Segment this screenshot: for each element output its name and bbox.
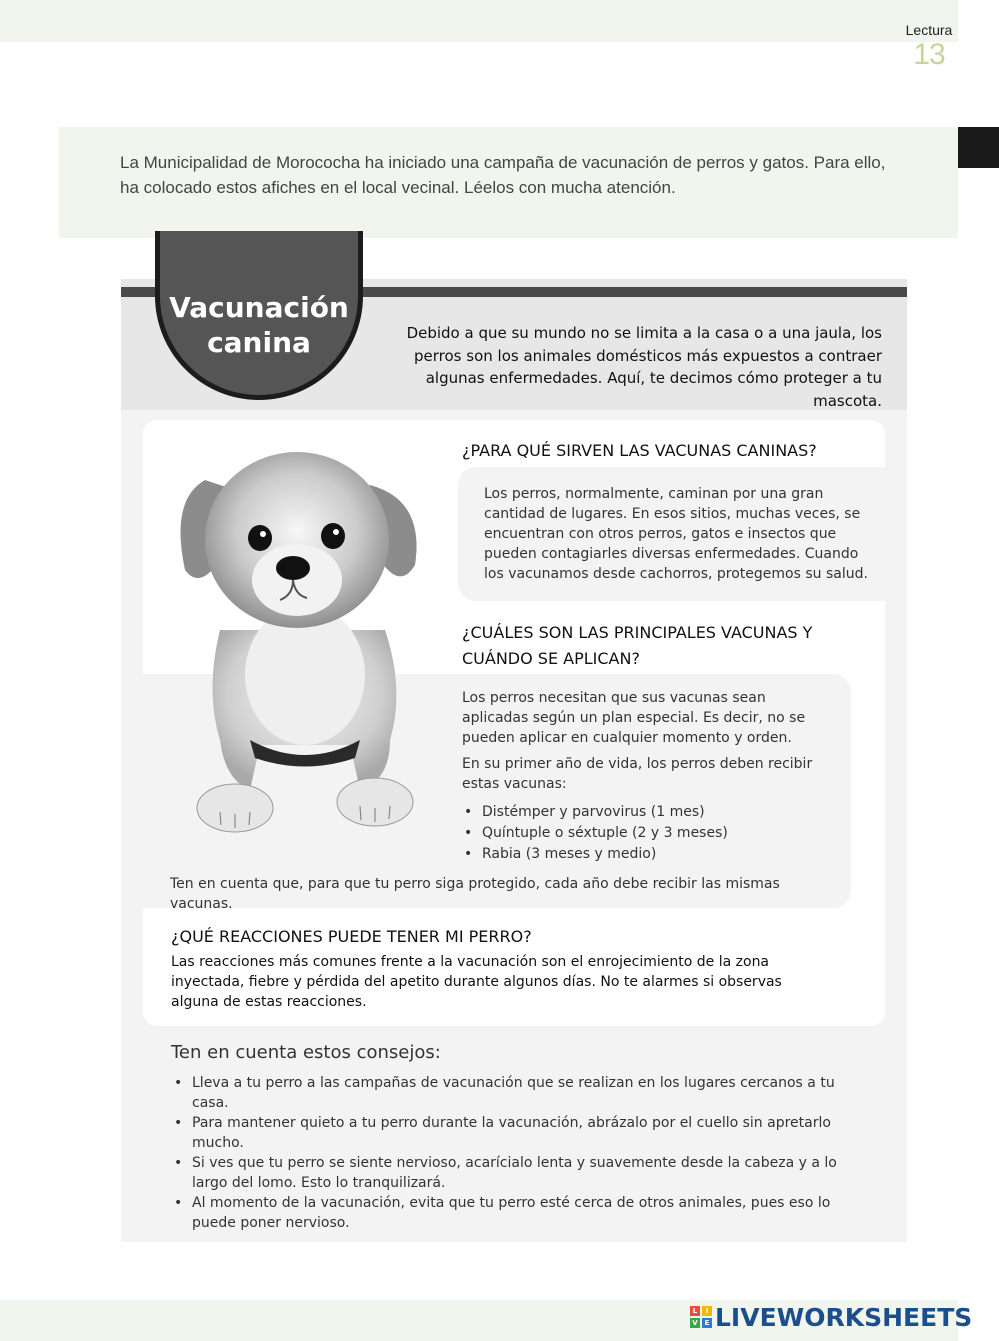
section2-body1: Los perros necesitan que sus vacunas sean aplicadas según un plan especial. Es decir, no se pueden aplicar en cualquier momento y orden. xyxy=(462,690,806,746)
top-band xyxy=(0,0,958,42)
section2-body2: En su primer año de vida, los perros deben recibir estas vacunas: xyxy=(462,756,813,792)
section-number: 13 xyxy=(913,38,945,71)
section1-body: Los perros, normalmente, caminan por una gran cantidad de lugares. En esos sitios, muchas veces, se encuentran con otros perros, gatos e insectos que pueden contagiarles diversas enfermedades. Cuando los vacunamos desde cachorros, protegemos su salud. xyxy=(484,486,868,582)
vaccine-list xyxy=(462,802,842,865)
section3-body: Las reacciones más comunes frente a la vacunación son el enrojecimiento de la zona inyectada, fiebre y pérdida del apetito durante algunos días. No te alarmes si observas alguna de estas reacciones. xyxy=(171,954,782,1010)
chapter-tab xyxy=(958,127,999,168)
logo-letter-i: I xyxy=(702,1306,712,1316)
tips-list xyxy=(172,1073,852,1233)
logo-grid xyxy=(690,1306,712,1328)
tip-item: • Lleva a tu perro a las campañas de vacunación que se realizan en los lugares cercanos a tu casa. xyxy=(172,1073,852,1113)
logo-letter-v: V xyxy=(690,1318,700,1328)
vaccine-item: • Quíntuple o séxtuple (2 y 3 meses) xyxy=(462,823,842,844)
liveworksheets-logo[interactable] xyxy=(690,1303,972,1331)
vaccine-item: • Rabia (3 meses y medio) xyxy=(462,844,842,865)
section2-note: Ten en cuenta que, para que tu perro siga protegido, cada año debe recibir las mismas vacunas. xyxy=(170,876,780,912)
intro-text: La Municipalidad de Morococha ha iniciado una campaña de vacunación de perros y gatos. Para ello, ha colocado estos afiches en el local vecinal. Léelos con mucha atención. xyxy=(120,153,886,197)
tip-item: • Si ves que tu perro se siente nervioso, acarícialo lenta y suavemente desde la cabeza y a lo largo del lomo. Esto lo tranquilizará. xyxy=(172,1153,852,1193)
poster-title xyxy=(155,290,363,360)
logo-letter-l: L xyxy=(690,1306,700,1316)
poster-title-line1: Vacunación xyxy=(169,291,349,324)
section1-heading: ¿PARA QUÉ SIRVEN LAS VACUNAS CANINAS? xyxy=(462,441,817,460)
section3-heading: ¿QUÉ REACCIONES PUEDE TENER MI PERRO? xyxy=(171,927,532,946)
section2-heading: ¿CUÁLES SON LAS PRINCIPALES VACUNAS Y CUÁNDO SE APLICAN? xyxy=(462,623,813,668)
right-margin xyxy=(958,0,999,1341)
tip-item: • Para mantener quieto a tu perro durante la vacunación, abrázalo por el cuello sin apretarlo mucho. xyxy=(172,1113,852,1153)
vaccine-item: • Distémper y parvovirus (1 mes) xyxy=(462,802,842,823)
section-label: Lectura xyxy=(905,22,953,38)
poster-title-line2: canina xyxy=(207,326,311,359)
tips-title: Ten en cuenta estos consejos: xyxy=(171,1042,441,1063)
logo-letter-e: E xyxy=(702,1318,712,1328)
logo-wordmark: LIVEWORKSHEETS xyxy=(715,1302,973,1332)
poster-lead: Debido a que su mundo no se limita a la casa o a una jaula, los perros son los animales domésticos más expuestos a contraer algunas enfermedades. Aquí, te decimos cómo proteger a tu mascota. xyxy=(406,324,882,410)
tip-item: • Al momento de la vacunación, evita que tu perro esté cerca de otros animales, pues eso lo puede poner nervioso. xyxy=(172,1193,852,1233)
puppy-image xyxy=(165,440,435,840)
